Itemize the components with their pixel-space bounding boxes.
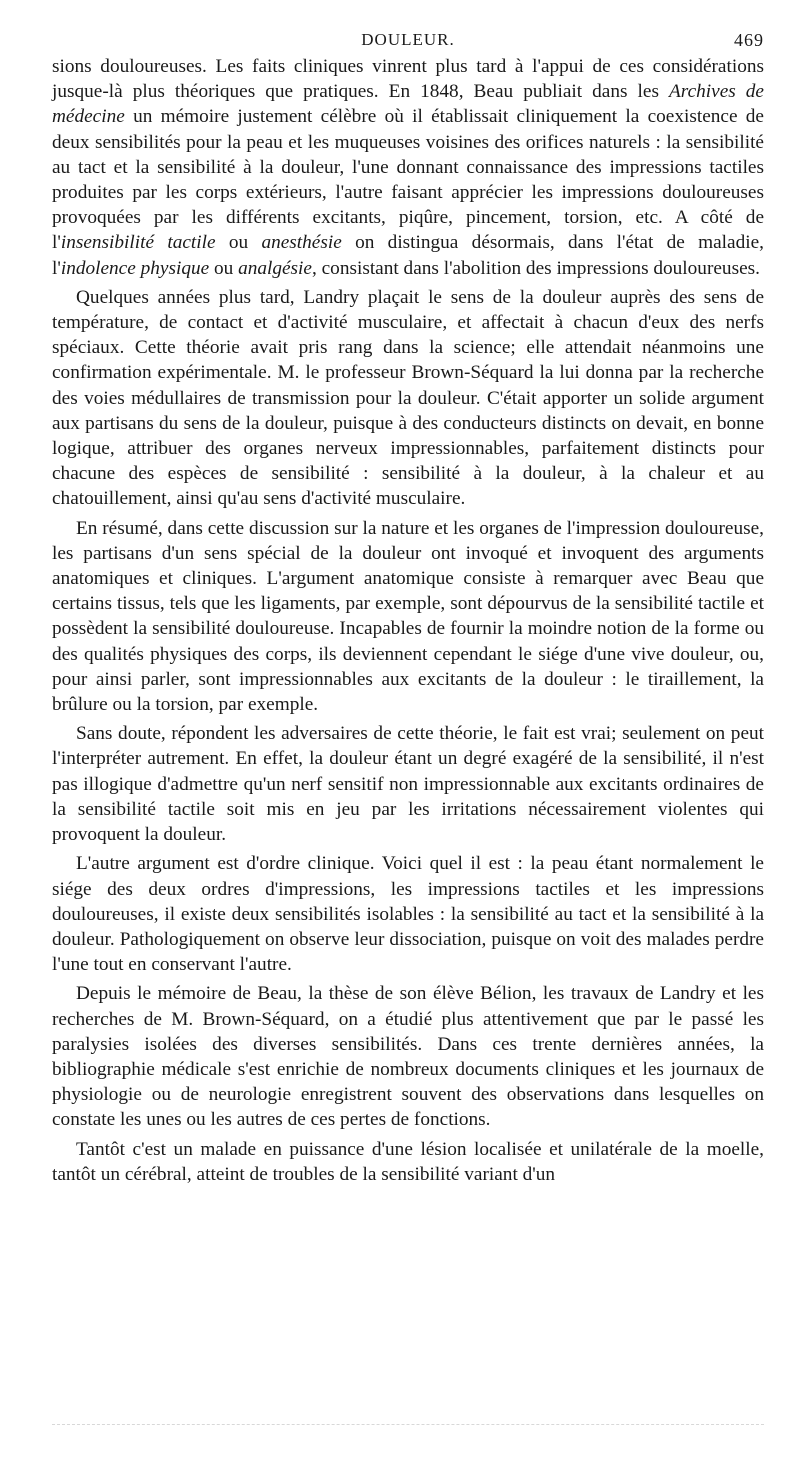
text-run: ou [209, 257, 239, 279]
paragraph [52, 851, 764, 977]
text-run: on distingua désormais, dans l'état de maladie, l' [52, 232, 764, 279]
italic-term: indolence physique [60, 257, 210, 279]
italic-term: anesthésie [261, 232, 342, 254]
running-title: DOULEUR. [361, 30, 455, 49]
running-head [52, 28, 764, 54]
paragraph [52, 516, 764, 718]
text-run: un mémoire justement célèbre où il établissait cliniquement la coexistence de deux sensibilités pour la peau et les muqueuses voisines des orifices naturels : la sensibilité au tact et la sensibilité à la douleur, l'une donnant connaissance des impressions tactiles produites par les corps extérieurs, l'autre faisant apprécier les impressions douloureuses provoquées par les différents excitants, piqûre, pincement, torsion, etc. A côté de l' [52, 106, 764, 254]
text-run: Depuis le mémoire de Beau, la thèse de son élève Bélion, les travaux de Landry et les recherches de M. Brown-Séquard, on a étudié plus attentivement que par le passé les paralysies isolées des diverses sensibilités. Dans ces trente dernières années, la bibliographie médicale s'est enrichie de nombreux documents cliniques et les journaux de physiologie ou de neurologie enregistrent souvent des observations dans lesquelles on constate les unes ou les autres de ces pertes de fonctions. [52, 983, 764, 1131]
text-run: Tantôt c'est un malade en puissance d'une lésion localisée et unilatérale de la moelle, tantôt un cérébral, atteint de troubles de la sensibilité variant d'un [52, 1138, 764, 1185]
italic-term: insensibilité tactile [60, 232, 216, 254]
text-run: L'autre argument est d'ordre clinique. Voici quel il est : la peau étant normalement le siége des deux ordres d'impressions, les impressions tactiles et les impressions douloureuses, il existe deux sensibilités isolables : la sensibilité au tact et la sensibilité à la douleur. Pathologiquement on observe leur dissociation, puisque on voit des malades perdre l'une tout en conservant l'autre. [52, 853, 764, 976]
bottom-divider [52, 1424, 764, 1425]
text-run: Quelques années plus tard, Landry plaçait le sens de la douleur auprès des sens de température, de contact et d'activité musculaire, et affectait à chacun d'eux des nerfs spéciaux. Cette théorie avait pris rang dans la science; elle attendait néanmoins une confirmation expérimentale. M. le professeur Brown-Séquard la lui donna par la recherche des voies médullaires de transmission pour la douleur. C'était apporter un solide argument aux partisans du sens de la douleur, puisque à des conducteurs distincts on devait, en bonne logique, attribuer des organes nerveux impressionnables, parfaitement distincts pour chacune des espèces de sensibilité : sensibilité à la douleur, à la chaleur et au chatouillement, ainsi qu'au sens d'activité musculaire. [52, 286, 764, 510]
italic-term: analgésie [238, 257, 312, 279]
text-run: ou [215, 232, 262, 254]
text-run: Sans doute, répondent les adversaires de cette théorie, le fait est vrai; seulement on peut l'interpréter autrement. En effet, la douleur étant un degré exagéré de la sensibilité, il n'est pas illogique d'admettre qu'un nerf sensitif non impressionnable aux excitants ordinaires de la sensibilité tactile soit mis en jeu par les irritations nécessairement violentes qui provoquent la douleur. [52, 723, 764, 846]
page [52, 28, 764, 1191]
paragraph [52, 721, 764, 847]
paragraph [52, 981, 764, 1132]
paragraph [52, 285, 764, 512]
text-run: sions douloureuses. Les faits cliniques vinrent plus tard à l'appui de ces considérations jusque-là plus théoriques que pratiques. En 1848, Beau publiait dans les [52, 56, 764, 103]
paragraph [52, 54, 764, 281]
text-run: En résumé, dans cette discussion sur la nature et les organes de l'impression douloureuse, les partisans d'un sens spécial de la douleur ont invoqué et invoquent des arguments anatomiques et cliniques. L'argument anatomique consiste à remarquer avec Beau que certains tissus, tels que les ligaments, par exemple, sont dépourvus de la sensibilité tactile et possèdent la sensibilité douloureuse. Incapables de fournir la moindre notion de la forme ou des qualités physiques des corps, ils deviennent cependant le siége d'une vive douleur, ou, pour ainsi parler, sont impressionnables aux excitants de la douleur : le tiraillement, la brûlure ou la torsion, par exemple. [52, 517, 764, 716]
italic-term: Archives de médecine [52, 81, 764, 128]
text-run: , consistant dans l'abolition des impressions douloureuses. [311, 257, 760, 279]
body-text [52, 54, 764, 1187]
page-number: 469 [734, 30, 764, 50]
paragraph [52, 1137, 764, 1187]
